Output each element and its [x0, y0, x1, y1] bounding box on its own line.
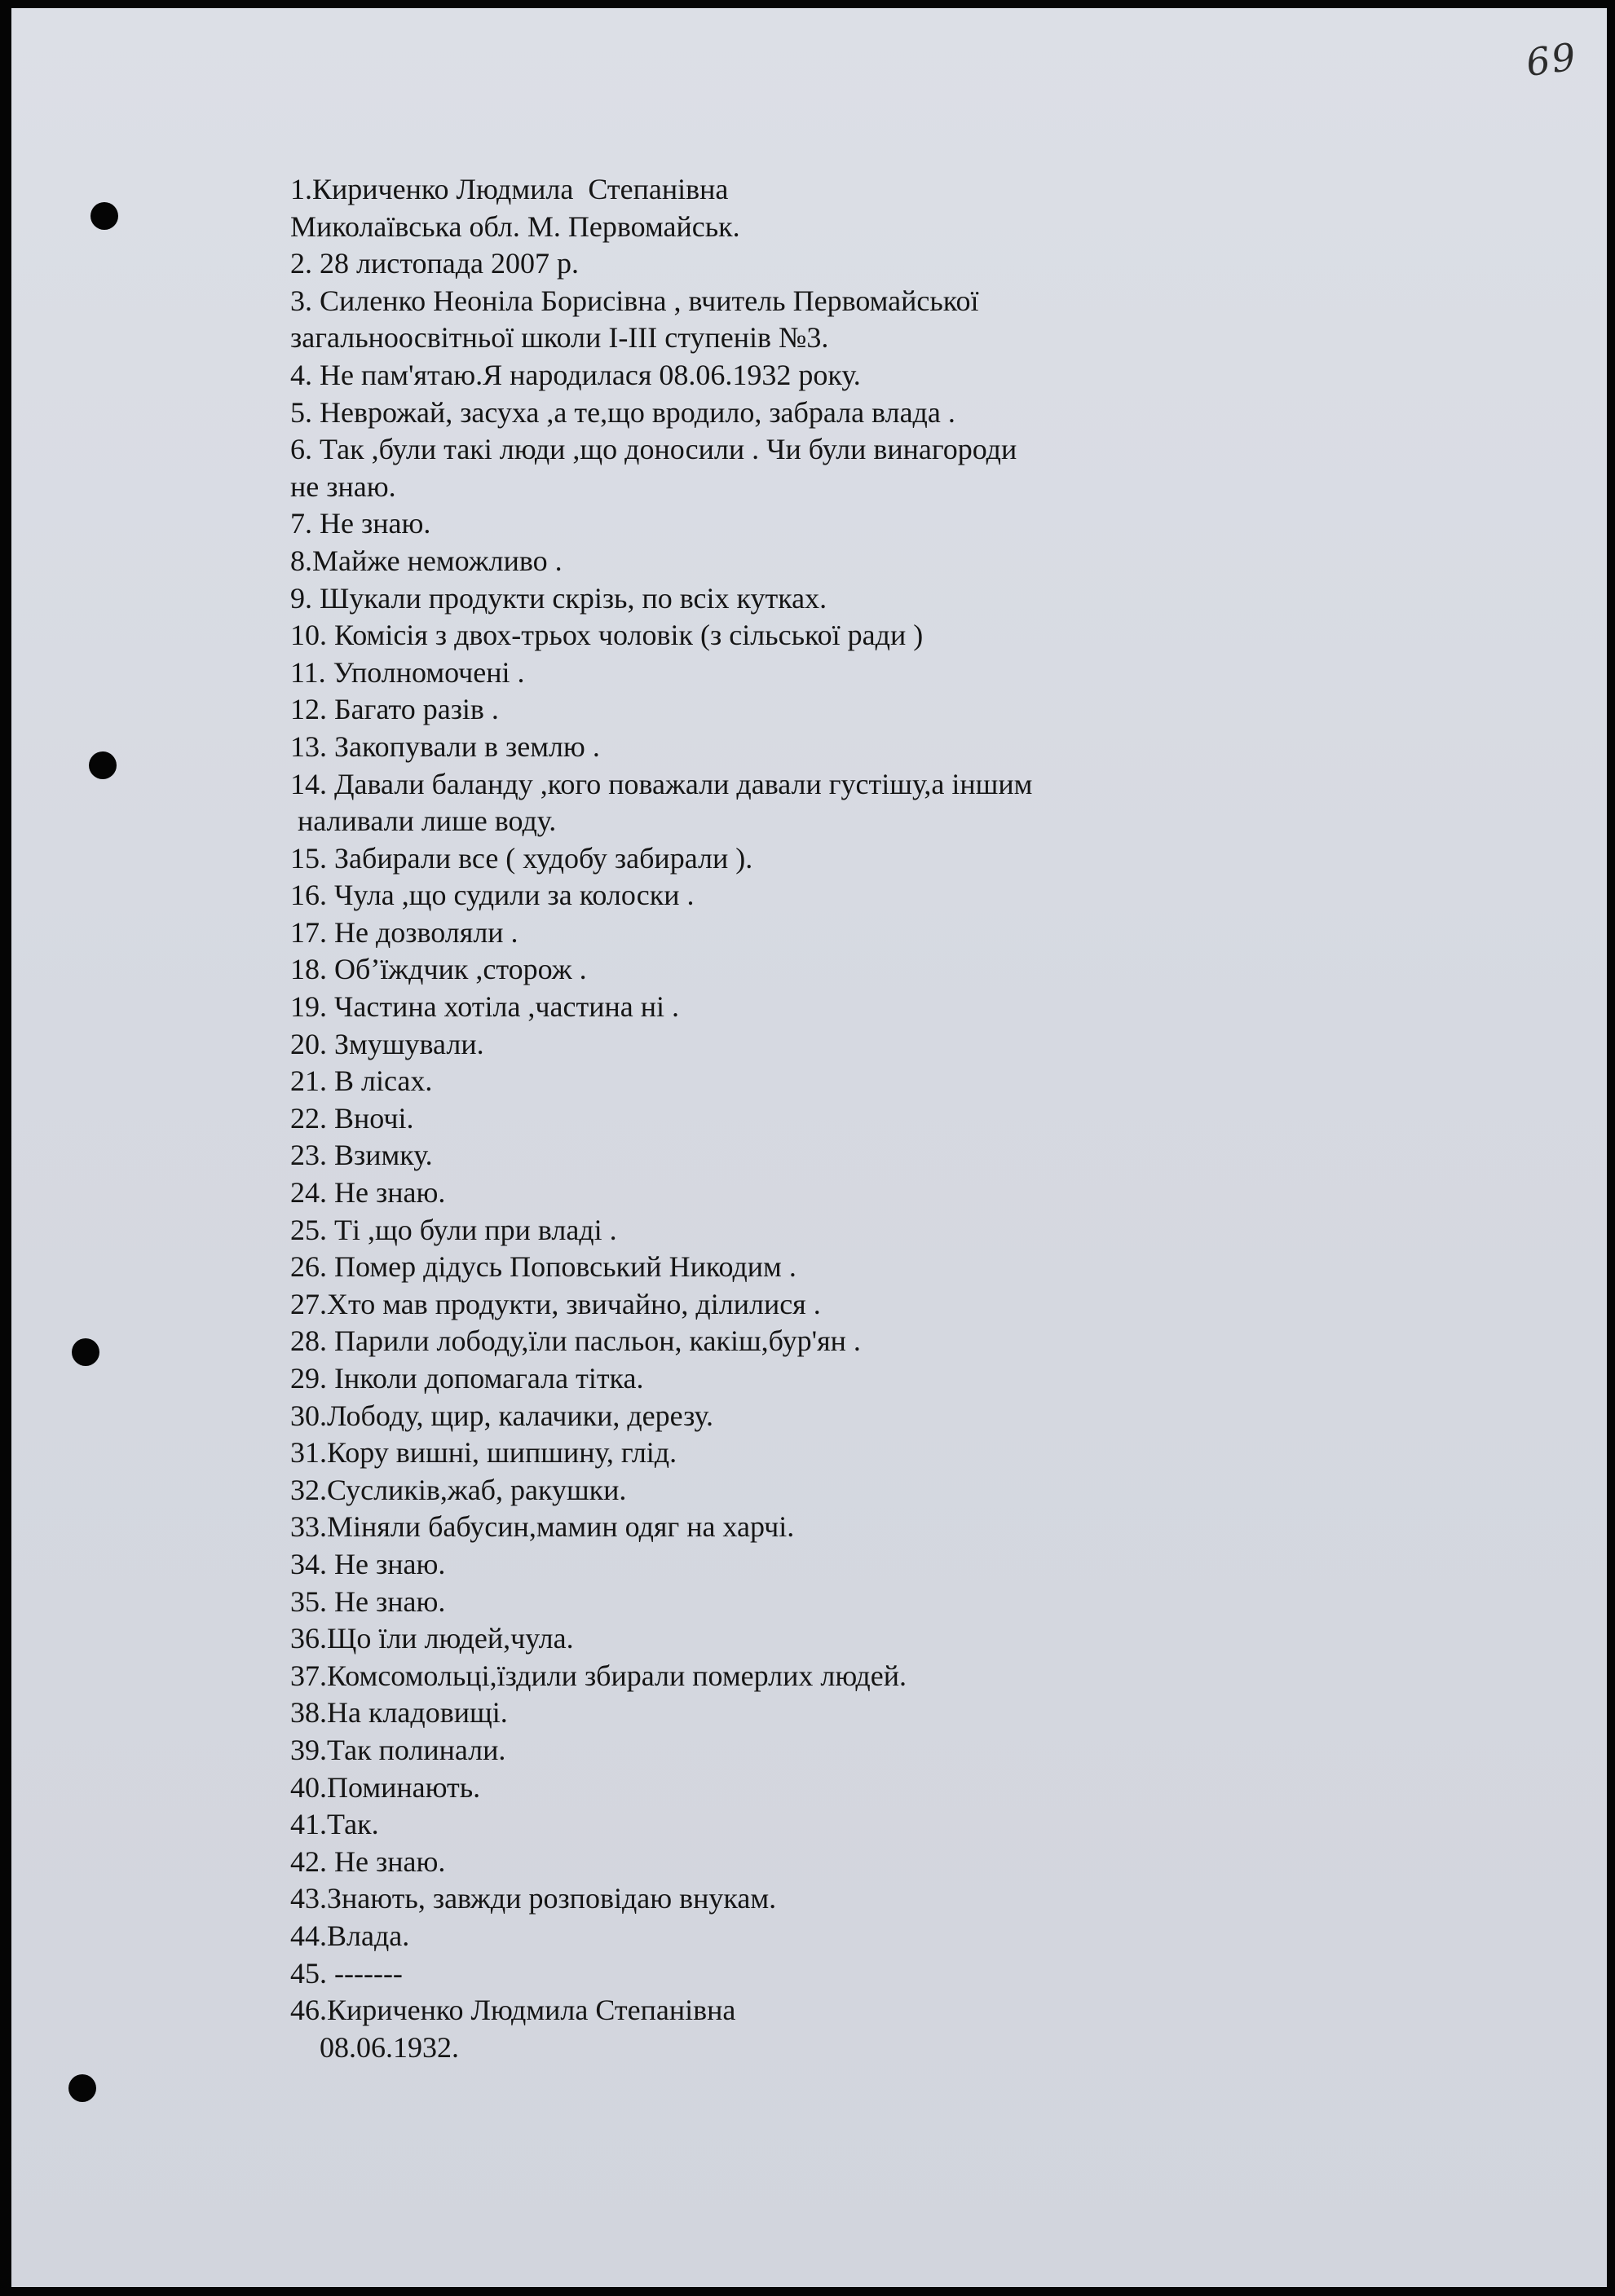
- answer-line: 29. Інколи допомагала тітка.: [290, 1362, 644, 1395]
- punch-hole: [89, 751, 117, 779]
- answer-line: 36.Що їли людей,чула.: [290, 1622, 574, 1655]
- answer-line: 44.Влада.: [290, 1919, 410, 1952]
- answer-line: 6. Так ,були такі люди ,що доносили . Чи були винагороди: [290, 433, 1017, 466]
- answer-line: 19. Частина хотіла ,частина ні .: [290, 990, 679, 1024]
- answer-line: 16. Чула ,що судили за колоски .: [290, 879, 695, 912]
- answer-line: 41.Так.: [290, 1808, 379, 1841]
- answer-line: загальноосвітньої школи I-III ступенів №3.: [290, 321, 829, 355]
- answer-line: 22. Вночі.: [290, 1101, 414, 1135]
- questionnaire-answers: [290, 171, 1228, 2066]
- answer-line: 27.Хто мав продукти, звичайно, ділилися .: [290, 1287, 821, 1320]
- answer-line: 46.Кириченко Людмила Степанівна: [290, 1994, 736, 2027]
- answer-line: 1.Кириченко Людмила Степанівна: [290, 173, 729, 205]
- answer-line: 40.Поминають.: [290, 1770, 481, 1804]
- answer-line: 39.Так полинали.: [290, 1733, 506, 1766]
- answer-line: 26. Помер дідусь Поповський Никодим .: [290, 1250, 796, 1284]
- answer-line: 31.Кору вишні, шипшину, глід.: [290, 1436, 677, 1470]
- answer-line: 38.На кладовищі.: [290, 1696, 508, 1730]
- answer-line: 8.Майже неможливо .: [290, 544, 563, 577]
- answer-line: 10. Комісія з двох-трьох чоловік (з сільської ради ): [290, 619, 924, 652]
- answer-line: не знаю.: [290, 469, 396, 503]
- answer-line: 4. Не пам'ятаю.Я народилася 08.06.1932 року.: [290, 358, 861, 391]
- answer-line: 28. Парили лободу,їли пасльон, какіш,бур'ян .: [290, 1324, 861, 1358]
- answer-line: 08.06.1932.: [290, 2030, 459, 2064]
- document-page: [11, 8, 1607, 2287]
- answer-line: Миколаївська обл. М. Первомайськ.: [290, 209, 740, 243]
- answer-line: 2. 28 листопада 2007 р.: [290, 247, 580, 280]
- answer-line: 25. Ті ,що були при владі .: [290, 1213, 617, 1246]
- answer-line: 37.Комсомольці,їздили збирали померлих людей.: [290, 1659, 907, 1692]
- punch-hole: [90, 202, 118, 230]
- answer-line: 5. Неврожай, засуха ,а те,що вродило, забрала влада .: [290, 395, 955, 429]
- answer-line: 45. -------: [290, 1956, 403, 1990]
- answer-line: 35. Не знаю.: [290, 1584, 446, 1618]
- answer-line: 3. Силенко Неоніла Борисівна , вчитель Первомайської: [290, 284, 979, 317]
- answer-line: 17. Не дозволяли .: [290, 915, 518, 949]
- answer-line: 30.Лободу, щир, калачики, дерезу.: [290, 1399, 713, 1432]
- answer-line: 34. Не знаю.: [290, 1547, 446, 1580]
- handwritten-page-number: 69: [1523, 33, 1581, 86]
- answer-line: 23. Взимку.: [290, 1139, 433, 1172]
- answer-line: 24. Не знаю.: [290, 1176, 446, 1210]
- answer-line: 18. Об’їждчик ,сторож .: [290, 953, 587, 986]
- answer-line: 12. Багато разів .: [290, 693, 499, 726]
- punch-hole: [72, 1338, 99, 1366]
- answer-line: 21. В лісах.: [290, 1064, 433, 1098]
- answer-line: 11. Уполномочені .: [290, 655, 525, 689]
- answer-line: 7. Не знаю.: [290, 507, 431, 540]
- answer-line: 15. Забирали все ( худобу забирали ).: [290, 841, 753, 875]
- answer-line: 14. Давали баланду ,кого поважали давали густішу,а іншим: [290, 767, 1033, 800]
- answer-line: 43.Знають, завжди розповідаю внукам.: [290, 1882, 777, 1915]
- answer-line: 33.Міняли бабусин,мамин одяг на харчі.: [290, 1510, 795, 1544]
- answer-line: 42. Не знаю.: [290, 1844, 446, 1878]
- answer-line: 32.Сусликів,жаб, ракушки.: [290, 1473, 627, 1506]
- answer-line: 20. Змушували.: [290, 1027, 484, 1060]
- punch-hole: [68, 2074, 96, 2102]
- answer-line: наливали лише воду.: [290, 804, 557, 838]
- answer-line: 9. Шукали продукти скрізь, по всіх кутках.: [290, 581, 827, 615]
- answer-line: 13. Закопували в землю .: [290, 729, 600, 763]
